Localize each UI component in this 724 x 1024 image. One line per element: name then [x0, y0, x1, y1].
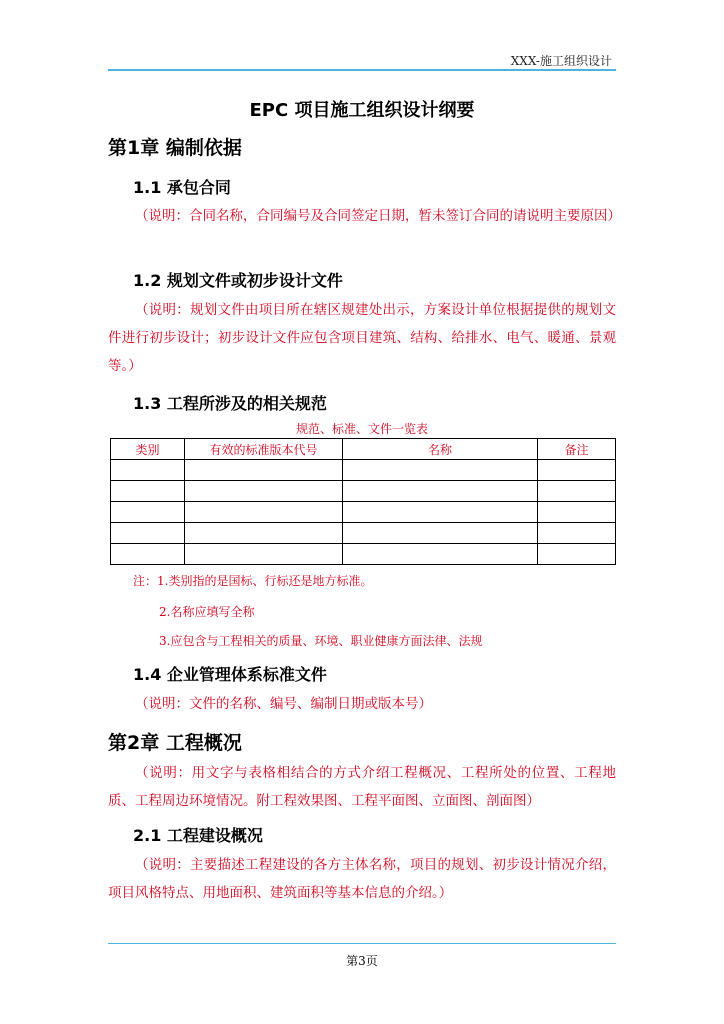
table-cell	[538, 481, 616, 502]
table-cell	[111, 502, 185, 523]
chapter-2-note: （说明：用文字与表格相结合的方式介绍工程概况、工程所处的位置、工程地质、工程周边环境情况。附工程效果图、工程平面图、立面图、剖面图）	[108, 765, 616, 809]
table-cell	[185, 460, 343, 481]
table-cell	[111, 481, 185, 502]
table-cell	[185, 544, 343, 565]
section-1-4-heading: 1.4 企业管理体系标准文件	[133, 665, 327, 684]
footer-divider	[108, 943, 616, 944]
header-divider	[108, 69, 616, 71]
table-note-1: 注：1.类别指的是国标、行标还是地方标准。	[133, 574, 373, 588]
table-cell	[343, 523, 538, 544]
column-header-category: 类别	[111, 439, 185, 460]
table-cell	[111, 460, 185, 481]
table-row	[111, 544, 616, 565]
norms-table	[110, 438, 616, 565]
table-cell	[185, 502, 343, 523]
table-cell	[538, 460, 616, 481]
table-cell	[538, 544, 616, 565]
table-note-2: 2.名称应填写全称	[159, 605, 255, 619]
table-cell	[343, 502, 538, 523]
section-1-1-heading: 1.1 承包合同	[133, 178, 231, 197]
section-1-2-heading: 1.2 规划文件或初步设计文件	[133, 271, 343, 290]
section-2-1-note: （说明：主要描述工程建设的各方主体名称，项目的规划、初步设计情况介绍，项目风格特点、用地面积、建筑面积等基本信息的介绍。）	[108, 857, 616, 901]
section-1-1-note: （说明：合同名称，合同编号及合同签定日期，暂未签订合同的请说明主要原因）	[135, 208, 621, 224]
table-cell	[343, 544, 538, 565]
table-row	[111, 502, 616, 523]
chapter-1-heading: 第1章 编制依据	[108, 137, 242, 159]
table-cell	[538, 523, 616, 544]
table-row	[111, 460, 616, 481]
column-header-standard-code: 有效的标准版本代号	[185, 439, 343, 460]
section-1-2-note: （说明：规划文件由项目所在辖区规建处出示，方案设计单位根据提供的规划文件进行初步设计；初步设计文件应包含项目建筑、结构、给排水、电气、暖通、景观等。）	[108, 302, 616, 374]
document-title: EPC 项目施工组织设计纲要	[249, 100, 475, 121]
page-header-text: XXX-施工组织设计	[510, 54, 612, 68]
page-number: 第3页	[346, 954, 378, 968]
table-cell	[343, 481, 538, 502]
table-cell	[111, 544, 185, 565]
section-2-1-heading: 2.1 工程建设概况	[133, 826, 263, 845]
table-cell	[538, 502, 616, 523]
table-row	[111, 481, 616, 502]
section-1-4-note: （说明：文件的名称、编号、编制日期或版本号）	[135, 696, 432, 712]
table-header-row	[111, 439, 616, 460]
table-note-3: 3.应包含与工程相关的质量、环境、职业健康方面法律、法规	[159, 634, 483, 648]
table-cell	[111, 523, 185, 544]
column-header-name: 名称	[343, 439, 538, 460]
table-cell	[185, 523, 343, 544]
chapter-2-heading: 第2章 工程概况	[108, 732, 242, 754]
column-header-remarks: 备注	[538, 439, 616, 460]
section-1-3-heading: 1.3 工程所涉及的相关规范	[133, 394, 327, 413]
table-cell	[185, 481, 343, 502]
table-cell	[343, 460, 538, 481]
table-row	[111, 523, 616, 544]
table-caption: 规范、标准、文件一览表	[295, 422, 428, 436]
